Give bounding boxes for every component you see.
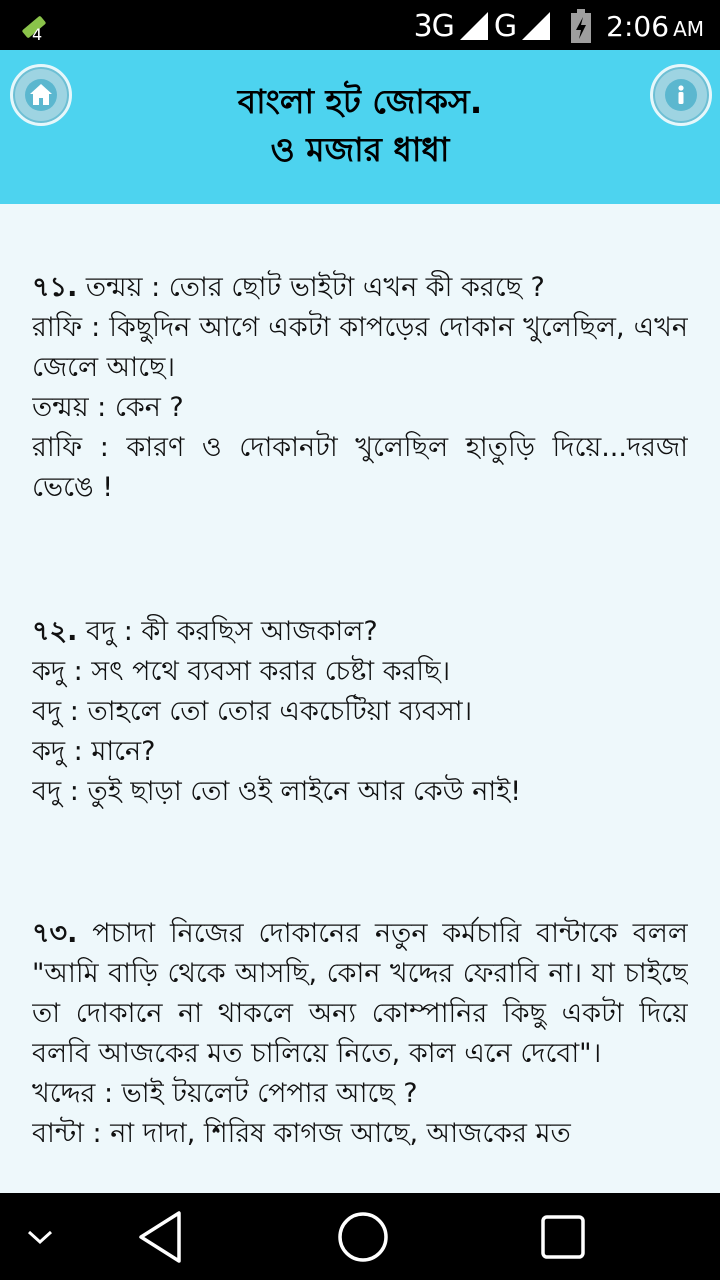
home-button[interactable] — [10, 64, 72, 126]
joke-line: বদু : কী করছিস আজকাল? — [77, 616, 378, 647]
info-icon — [664, 78, 698, 112]
clock: 2:06 AM — [606, 9, 704, 43]
title-line-2: ও মজার ধাধা — [270, 130, 450, 169]
chevron-down-icon — [25, 1227, 55, 1247]
joke-line: বান্টা : না দাদা, শিরিষ কাগজ আছে, আজকের মত — [32, 1118, 571, 1149]
joke-item — [32, 612, 688, 812]
notification-icon — [18, 10, 50, 42]
network-type-2: G — [493, 8, 517, 44]
system-nav-bar — [0, 1193, 720, 1280]
joke-line: বদু : তুই ছাড়া তো ওই লাইনে আর কেউ নাই! — [32, 776, 522, 807]
joke-line: রাফি : কারণ ও দোকানটা খুলেছিল হাতুড়ি দিয়ে...দরজা ভেঙে ! — [32, 432, 688, 503]
keyboard-hide-button[interactable] — [10, 1193, 70, 1280]
joke-number: ৭১. — [32, 272, 78, 303]
joke-line: খদ্দের : ভাই টয়লেট পেপার আছে ? — [32, 1078, 418, 1109]
home-nav-button[interactable] — [323, 1193, 403, 1280]
signal-icon-2 — [522, 12, 550, 40]
home-icon — [337, 1211, 389, 1263]
title-line-1: বাংলা হট জোকস. — [237, 82, 483, 121]
app-header — [0, 50, 720, 204]
joke-line: তন্ময় : কেন ? — [32, 392, 184, 423]
notification-badge: 4 — [32, 25, 43, 42]
joke-line: তন্ময় : তোর ছোট ভাইটা এখন কী করছে ? — [77, 272, 545, 303]
network-type-1: 3G — [413, 8, 454, 44]
home-icon — [24, 78, 58, 112]
joke-line: বদু : তাহলে তো তোর একচেটিয়া ব্যবসা। — [32, 696, 473, 727]
joke-line: কদু : সৎ পথে ব্যবসা করার চেষ্টা করছি। — [32, 656, 451, 687]
joke-line: কদু : মানে? — [32, 736, 156, 767]
back-button[interactable] — [120, 1193, 200, 1280]
signal-icon — [460, 12, 488, 40]
joke-number: ৭২. — [32, 616, 78, 647]
status-bar — [0, 0, 720, 50]
recents-icon — [540, 1214, 586, 1260]
joke-item — [32, 914, 688, 1154]
joke-item — [32, 268, 688, 508]
joke-content[interactable] — [32, 204, 688, 1192]
info-button[interactable] — [650, 64, 712, 126]
joke-line: রাফি : কিছুদিন আগে একটা কাপড়ের দোকান খুলেছিল, এখন জেলে আছে। — [32, 312, 688, 383]
joke-line: পচাদা নিজের দোকানের নতুন কর্মচারি বান্টাকে বলল "আমি বাড়ি থেকে আসছি, কোন খদ্দের ফেরাবি না। যা চাইছে তা দোকানে না থাকলে অন্য কোম্পানির কিছু একটা দিয়ে বলবি আজকের মত চালিয়ে নিতে, কাল এনে দেবো"। — [32, 918, 688, 1069]
joke-number: ৭৩. — [32, 918, 78, 949]
recents-button[interactable] — [523, 1193, 603, 1280]
page-title — [140, 78, 580, 174]
back-icon — [135, 1209, 185, 1265]
battery-icon — [570, 9, 592, 43]
